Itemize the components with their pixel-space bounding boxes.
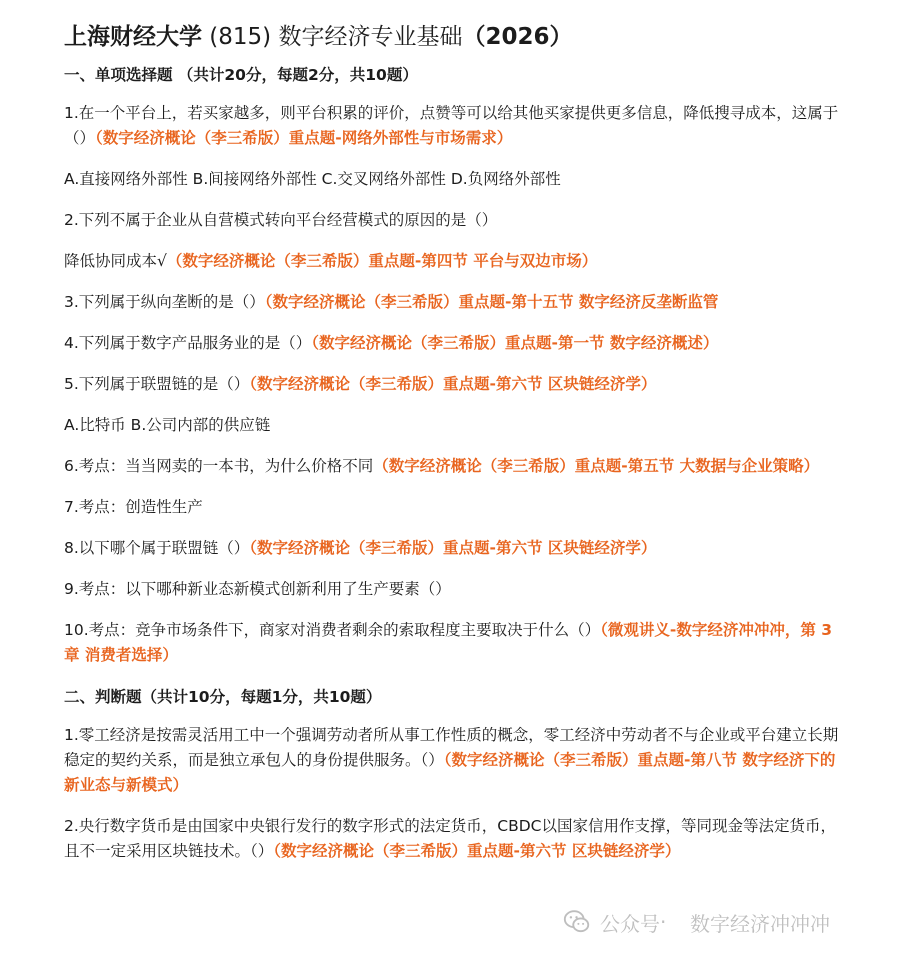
source-tag: （微观讲义-数字经济冲冲冲，第 3 章 消费者选择）: [64, 621, 833, 664]
question-paragraph: 7.考点：创造性生产: [64, 498, 203, 516]
source-tag: （数字经济概论（李三希版）重点题-第四节 平台与双边市场）: [166, 252, 598, 270]
source-tag: （数字经济概论（李三希版）重点题-网络外部性与市场需求）: [95, 129, 513, 147]
source-tag: （数字经济概论（李三希版）重点题-第六节 区块链经济学）: [273, 842, 681, 860]
source-tag: （数字经济概论（李三希版）重点题-第六节 区块链经济学）: [249, 375, 657, 393]
question-paragraph: 2.央行数字货币是由国家中央银行发行的数字形式的法定货币，CBDC以国家信用作支撑，等同现金等法定货币，且不一定采用区块链技术。（）（数字经济概论（李三希版）重点题-第六节 区块链经济学）: [64, 817, 837, 860]
page-title: [64, 18, 844, 56]
source-tag: （数字经济概论（李三希版）重点题-第一节 数字经济概述）: [311, 334, 719, 352]
wechat-icon: [562, 907, 592, 937]
question-paragraph: 2.下列不属于企业从自营模式转向平台经营模式的原因的是（）: [64, 211, 498, 229]
source-tag: （数字经济概论（李三希版）重点题-第六节 区块链经济学）: [249, 539, 657, 557]
question-paragraph: 1.零工经济是按需灵活用工中一个强调劳动者所从事工作性质的概念，零工经济中劳动者不与企业或平台建立长期稳定的契约关系，而是独立承包人的身份提供服务。（）（数字经济概论（李三希版）重点题-第八节 数字经济下的新业态与新模式）: [64, 726, 839, 794]
question-paragraph: 4.下列属于数字产品服务业的是（）（数字经济概论（李三希版）重点题-第一节 数字经济概述）: [64, 334, 719, 352]
question-options: A.直接网络外部性 B.间接网络外部性 C.交叉网络外部性 D.负网络外部性: [64, 170, 561, 188]
section-heading-single-choice: 一、单项选择题 （共计20分，每题2分，共10题）: [64, 66, 418, 84]
document-page: [64, 18, 844, 880]
source-tag: （数字经济概论（李三希版）重点题-第十五节 数字经济反垄断监管: [264, 293, 719, 311]
question-paragraph: 8.以下哪个属于联盟链（）（数字经济概论（李三希版）重点题-第六节 区块链经济学）: [64, 539, 657, 557]
question-paragraph: 3.下列属于纵向垄断的是（）（数字经济概论（李三希版）重点题-第十五节 数字经济反垄断监管: [64, 293, 719, 311]
question-answer: 降低协同成本√（数字经济概论（李三希版）重点题-第四节 平台与双边市场）: [64, 252, 598, 270]
source-tag: （数字经济概论（李三希版）重点题-第五节 大数据与企业策略）: [373, 457, 820, 475]
title-school: 上海财经大学: [64, 24, 202, 50]
section-heading-true-false: 二、判断题（共计10分，每题1分，共10题）: [64, 688, 382, 706]
source-tag: （数字经济概论（李三希版）重点题-第八节 数字经济下的新业态与新模式）: [64, 751, 836, 794]
watermark: 公众号 · 数字经济冲冲冲: [562, 905, 882, 939]
title-year: （2026）: [462, 24, 573, 50]
watermark-source: 公众号: [600, 911, 660, 936]
question-paragraph: 6.考点：当当网卖的一本书，为什么价格不同（数字经济概论（李三希版）重点题-第五节 大数据与企业策略）: [64, 457, 820, 475]
question-paragraph: 1.在一个平台上，若买家越多，则平台积累的评价，点赞等可以给其他买家提供更多信息，降低搜寻成本，这属于（）（数字经济概论（李三希版）重点题-网络外部性与市场需求）: [64, 104, 839, 147]
question-paragraph: 9.考点：以下哪种新业态新模式创新利用了生产要素（）: [64, 580, 451, 598]
question-paragraph: 5.下列属于联盟链的是（）（数字经济概论（李三希版）重点题-第六节 区块链经济学）: [64, 375, 657, 393]
question-options: A.比特币 B.公司内部的供应链: [64, 416, 271, 434]
question-paragraph: 10.考点：竞争市场条件下，商家对消费者剩余的索取程度主要取决于什么（）（微观讲义-数字经济冲冲冲，第 3 章 消费者选择）: [64, 621, 833, 664]
title-course: (815) 数字经济专业基础: [202, 24, 463, 50]
watermark-account-name: 数字经济冲冲冲: [690, 911, 830, 936]
